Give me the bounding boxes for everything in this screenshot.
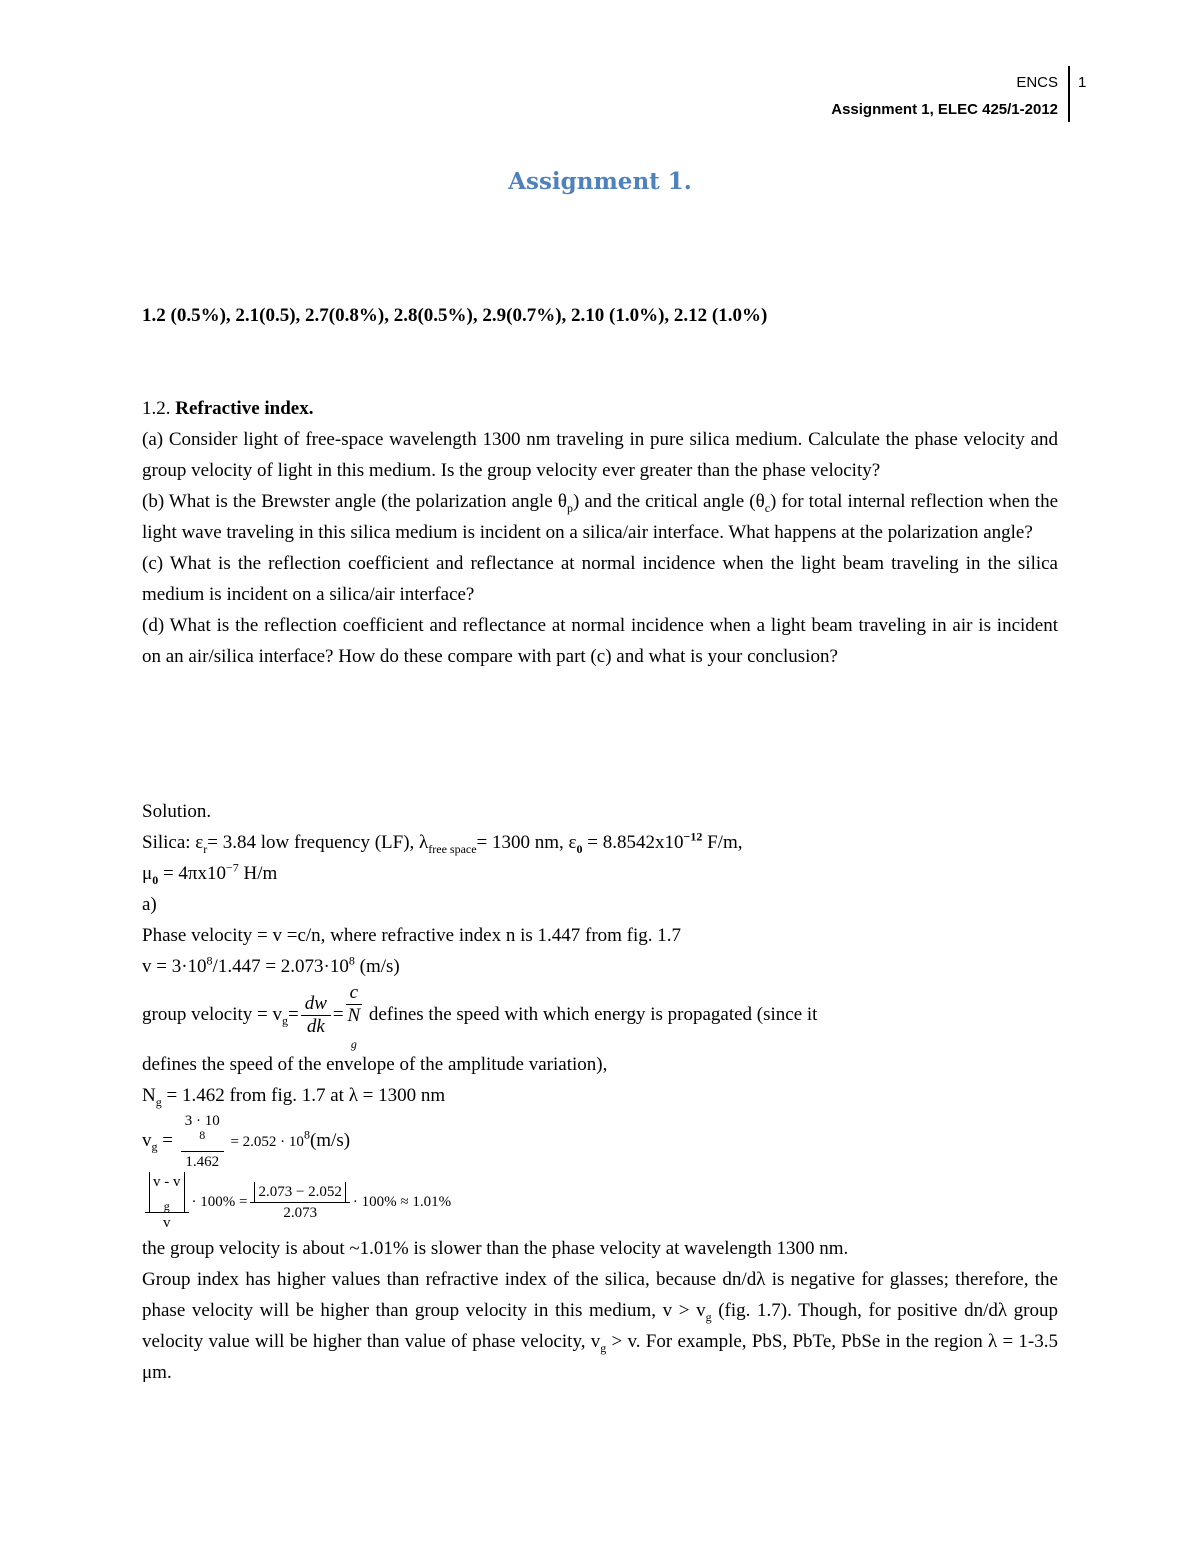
header-divider bbox=[1068, 66, 1070, 122]
problem-weights: 1.2 (0.5%), 2.1(0.5), 2.7(0.8%), 2.8(0.5%), 2.9(0.7%), 2.10 (1.0%), 2.12 (1.0%) bbox=[142, 305, 768, 326]
question-b: (b) What is the Brewster angle (the polarization angle $\theta_p$) and the critical angle $(\theta_c)$ for total internal reflection when the light wave traveling in this silica medium is incident on a silica/air interface. What happens at the polarization angle? bbox=[142, 491, 1059, 543]
group-velocity-calc: $v_g$ = 3 · 10 $^8$ 1.462 = $2.052 \cdot 10^8(m/s)$ bbox=[142, 1113, 351, 1170]
rel-fraction-1: v - v $_g$ v bbox=[145, 1172, 189, 1233]
document-title: Assignment 1. bbox=[508, 168, 692, 195]
part-a-label: a) bbox=[142, 894, 157, 915]
c-ng-fraction: c N $_g$ bbox=[347, 982, 361, 1051]
vg-fraction: 3 · 10 $^8$ 1.462 bbox=[181, 1111, 224, 1172]
conclusion-1: the group velocity is about ~1.01% is slower than the phase velocity at wavelength 1300 nm. bbox=[142, 1238, 849, 1259]
silica-params: Silica: $\varepsilon_r= 3.84$ low frequency (LF), $\lambda_{free space}= 1300$ nm, $\varepsilon_0 = 8.8542x10^{-12}$ F/m, bbox=[142, 829, 743, 856]
question-d: (d) What is the reflection coefficient and reflectance at normal incidence when a light beam traveling in air is incident on an air/silica interface? How do these compare with part (c) and what is your conclusion? bbox=[142, 615, 1058, 667]
rel-fraction-2: $\frac{2.073 - 2.052}{2.073}$ bbox=[250, 1182, 349, 1223]
solution-block bbox=[142, 796, 1058, 1388]
relative-difference-calc: v - v $_g$ v · 100% = $\frac{2.073 - 2.052}{2.073}$ · 100% ≈ 1.01% bbox=[142, 1172, 1058, 1233]
solution-label: Solution. bbox=[142, 801, 212, 822]
problem-block bbox=[142, 393, 1058, 672]
question-a: (a) Consider light of free-space wavelength 1300 nm traveling in pure silica medium. Calculate the phase velocity and group velocity of light in this medium. Is the group velocity ever greater than the phase velocity? bbox=[142, 429, 1058, 481]
phase-velocity-calc: $v = 3\cdot 10^8/1.447 = 2.073\cdot 10^8$ (m/s) bbox=[142, 953, 400, 977]
group-velocity-def: group velocity = $v_g=$ $\frac{dw}{dk}$ = c N $_g$ defines the speed with which energy is propagated (since it bbox=[142, 982, 818, 1051]
problem-number: 1.2. bbox=[142, 398, 176, 419]
page-number: 1 bbox=[1078, 74, 1087, 91]
dw-dk-fraction: $\frac{dw}{dk}$ bbox=[301, 993, 331, 1038]
phase-velocity-line: Phase velocity = v =c/n, where refractive index n is 1.447 from fig. 1.7 bbox=[142, 925, 682, 946]
question-c: (c) What is the reflection coefficient and reflectance at normal incidence when the light beam traveling in the silica medium is incident on a silica/air interface? bbox=[142, 553, 1058, 605]
conclusion-2: Group index has higher values than refractive index of the silica, because dn/dλ is negative for glasses; therefore, the phase velocity will be higher than group velocity in this medium, $v > v_g$ (fig. 1.7). Though, for positive dn/dλ group velocity value will be higher than value of phase velocity, $v_g > v$. For example, PbS, PbTe, PbSe in the region λ = 1-3.5 μm. bbox=[142, 1269, 1059, 1383]
header-org: ENCS bbox=[1016, 74, 1058, 91]
group-velocity-cont: defines the speed of the envelope of the amplitude variation), bbox=[142, 1054, 608, 1075]
header-subtitle: Assignment 1, ELEC 425/1-2012 bbox=[831, 101, 1058, 118]
mu-param: $\mu_0 = 4\pi x10^{-7}$ H/m bbox=[142, 860, 278, 887]
problem-title: Refractive index. bbox=[175, 398, 314, 419]
group-index-line: $N_g = 1.462$ from fig. 1.7 at λ = 1300 nm bbox=[142, 1085, 446, 1109]
problem-heading bbox=[142, 393, 1058, 424]
